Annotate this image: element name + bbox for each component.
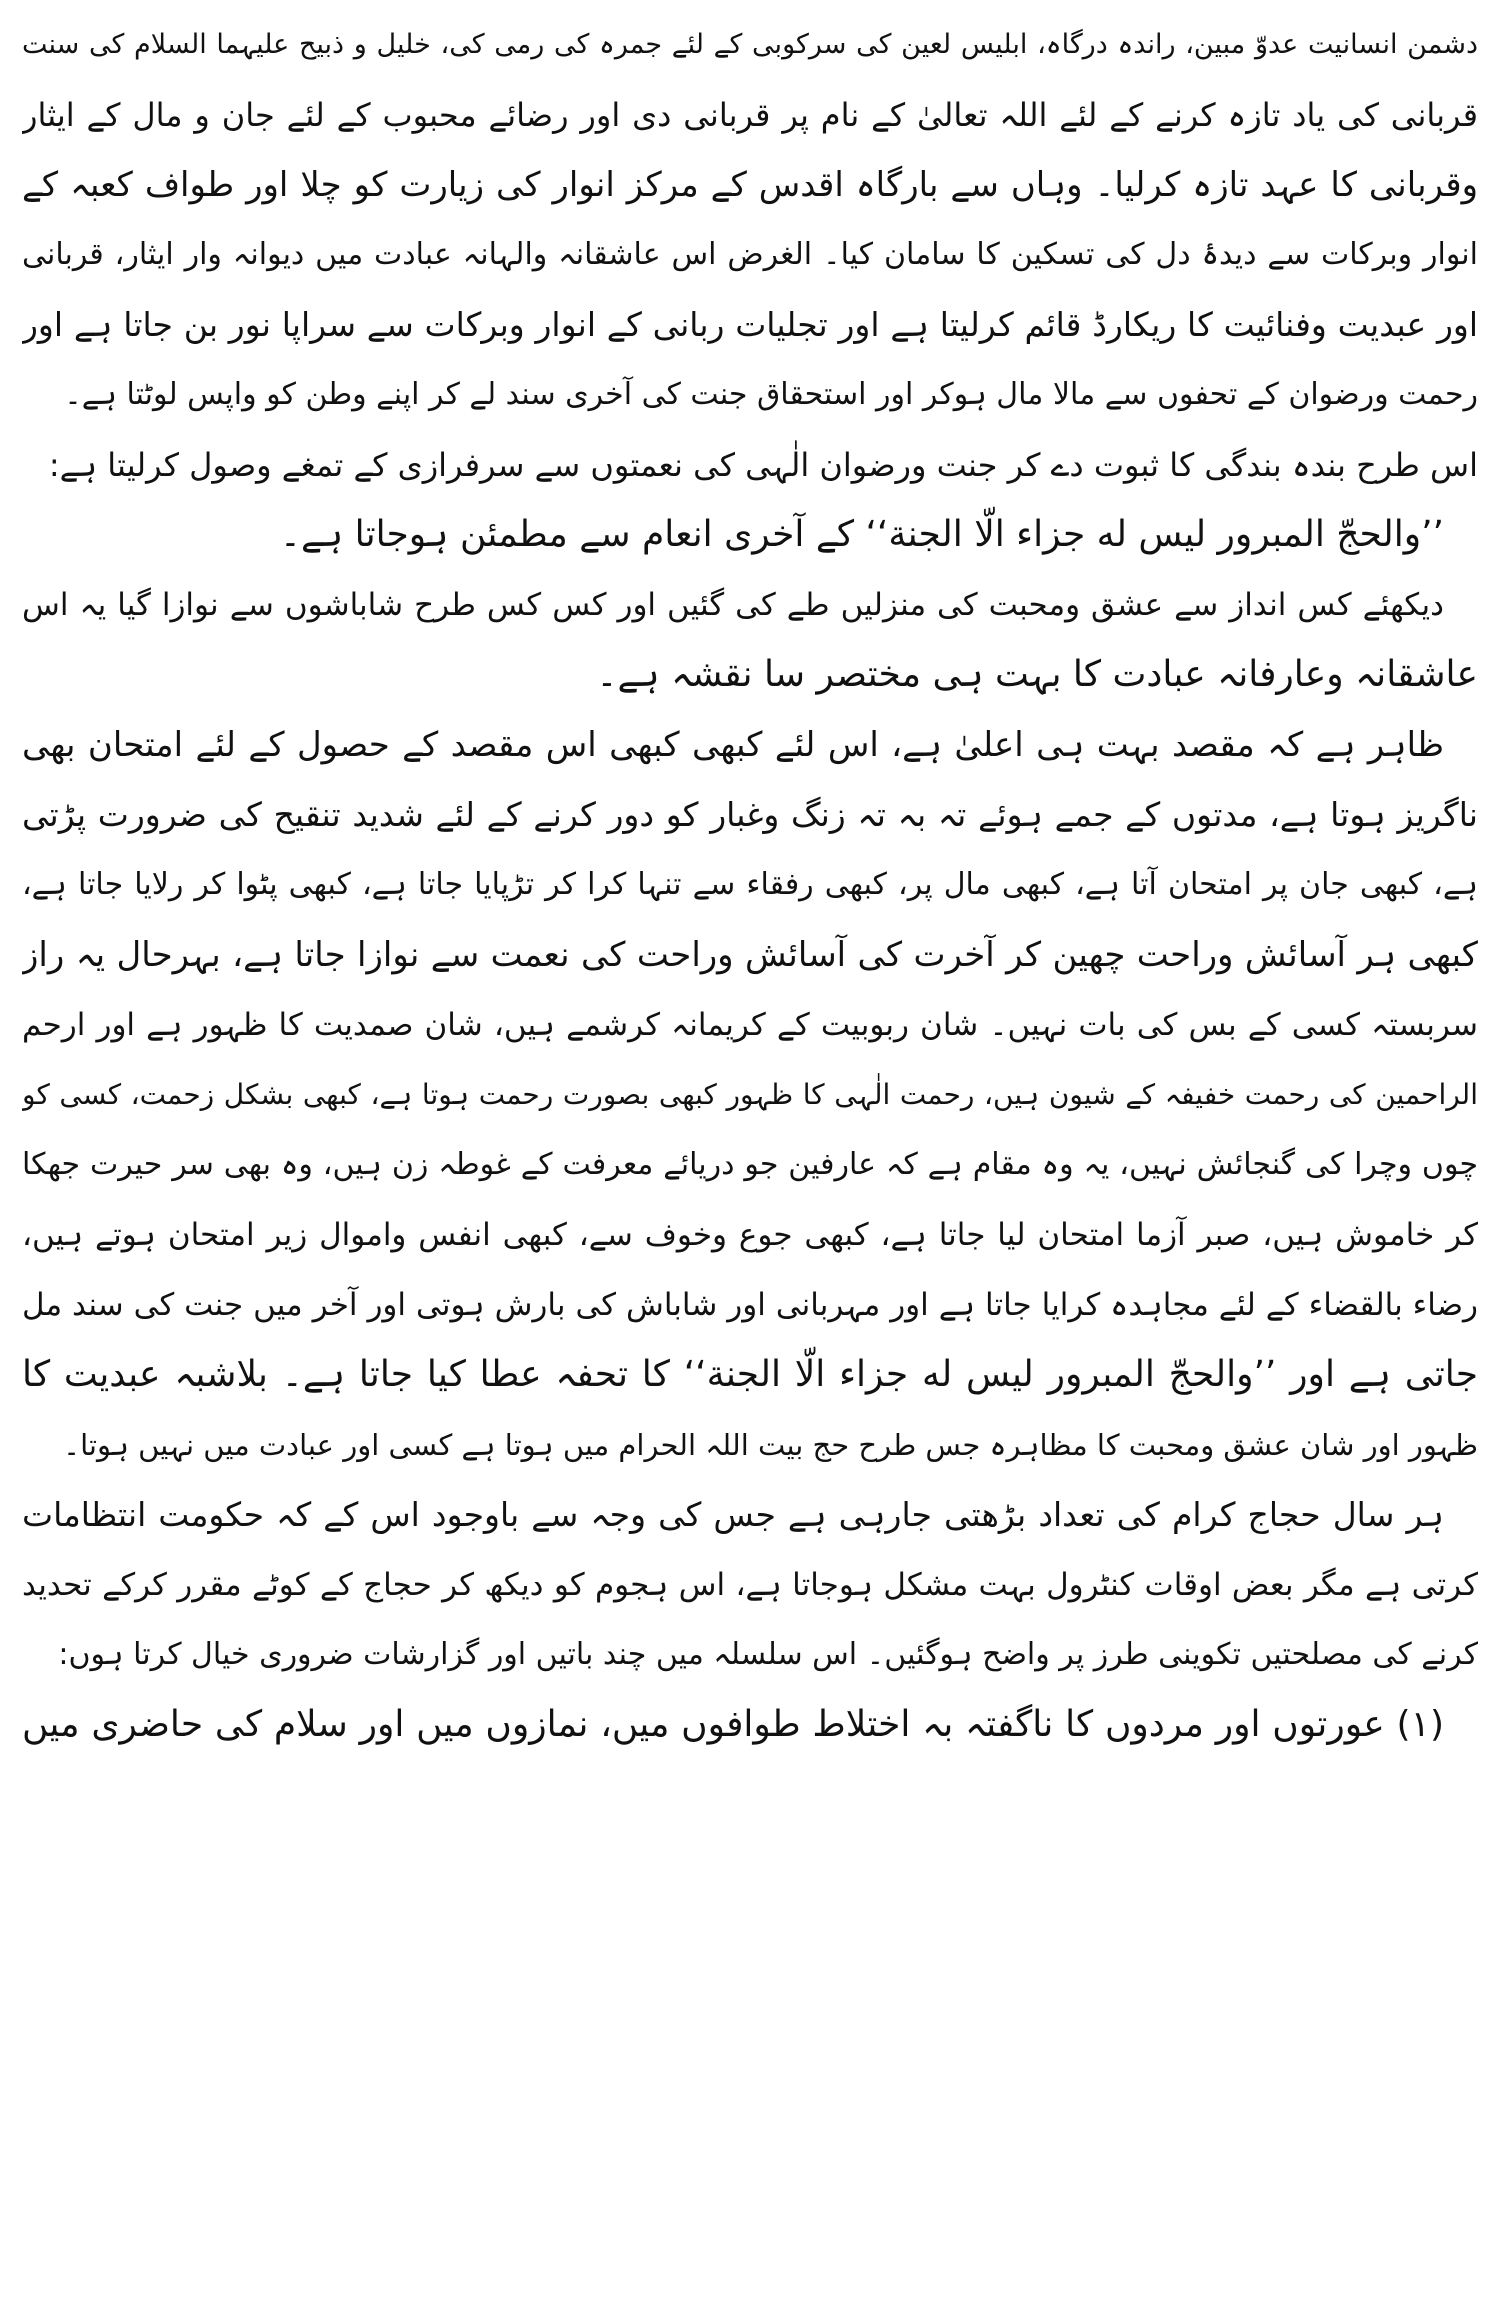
text-line: جاتی ہے اور ’’والحجّ المبرور لیس له جزاء الّا الجنة‘‘ کا تحفہ عطا کیا جاتا ہے۔ بلاشبہ عبدیت کا xyxy=(22,1354,1478,1395)
text-line: ہر سال حجاج کرام کی تعداد بڑھتی جارہی ہے جس کی وجہ سے باوجود اس کے کہ حکومت انتظامات xyxy=(22,1495,1444,1534)
text-line: چوں وچرا کی گنجائش نہیں، یہ وہ مقام ہے کہ عارفین جو دریائے معرفت کے غوطہ زن ہیں، وہ بھی سر حیرت جھکا xyxy=(22,1147,1478,1182)
text-line: کر خاموش ہیں، صبر آزما امتحان لیا جاتا ہے، کبھی جوع وخوف سے، کبھی انفس واموال زیر امتحان ہوتے ہیں، xyxy=(22,1217,1478,1253)
text-line: وقربانی کا عہد تازہ کرلیا۔ وہاں سے بارگاہ اقدس کے مرکز انوار کی زیارت کو چلا اور طواف کعبہ کے xyxy=(22,165,1478,205)
document-page xyxy=(22,10,1478,2290)
text-line: اس طرح بندہ بندگی کا ثبوت دے کر جنت ورضوان الٰہی کی نعمتوں سے سرفرازی کے تمغے وصول کرلیتا ہے: xyxy=(48,446,1478,484)
text-line: عاشقانہ وعارفانہ عبادت کا بہت ہی مختصر سا نقشہ ہے۔ xyxy=(596,654,1478,695)
text-line: ظہور اور شان عشق ومحبت کا مظاہرہ جس طرح حج بیت اللہ الحرام میں ہوتا ہے کسی اور عبادت میں نہیں ہوتا۔ xyxy=(63,1428,1478,1462)
text-line: سربستہ کسی کے بس کی بات نہیں۔ شان ربوبیت کے کریمانہ کرشمے ہیں، شان صمدیت کا ظہور ہے اور ارحم xyxy=(22,1007,1478,1043)
text-line: دشمن انسانیت عدوّ مبین، راندہ درگاہ، ابلیس لعین کی سرکوبی کے لئے جمرہ کی رمی کی، خلیل و ذبیح علیہما السلام کی سنت xyxy=(22,29,1478,60)
text-line: کرتی ہے مگر بعض اوقات کنٹرول بہت مشکل ہوجاتا ہے، اس ہجوم کو دیکھ کر حجاج کے کوٹے مقرر کرکے تحدید xyxy=(22,1567,1478,1603)
text-line: ناگریز ہوتا ہے، مدتوں کے جمے ہوئے تہ بہ تہ زنگ وغبار کو دور کرنے کے لئے شدید تنقیح کی ضرورت پڑتی xyxy=(22,795,1478,834)
text-line: رحمت ورضوان کے تحفوں سے مالا مال ہوکر اور استحقاق جنت کی آخری سند لے کر اپنے وطن کو واپس لوٹتا ہے۔ xyxy=(64,377,1478,412)
text-line: ظاہر ہے کہ مقصد بہت ہی اعلیٰ ہے، اس لئے کبھی کبھی اس مقصد کے حصول کے لئے امتحان بھی xyxy=(22,725,1444,765)
text-line: الراحمین کی رحمت خفیفہ کے شیون ہیں، رحمت الٰہی کا ظہور کبھی بصورت رحمت ہوتا ہے، کبھی بشکل زحمت، کسی کو xyxy=(22,1078,1478,1111)
text-line: انوار وبرکات سے دیدۂ دل کی تسکین کا سامان کیا۔ الغرض اس عاشقانہ والہانہ عبادت میں دیوانہ وار ایثار، قربانی xyxy=(22,237,1478,272)
text-line: کرنے کی مصلحتیں تکوینی طرز پر واضح ہوگئیں۔ اس سلسلہ میں چند باتیں اور گزارشات ضروری خیال کرتا ہوں: xyxy=(58,1637,1478,1672)
text-line: (۱) عورتوں اور مردوں کا ناگفتہ بہ اختلاط طوافوں میں، نمازوں میں اور سلام کی حاضری میں xyxy=(22,1704,1444,1745)
text-line: رضاء بالقضاء کے لئے مجاہدہ کرایا جاتا ہے اور مہربانی اور شاباش کی بارش ہوتی اور آخر میں جنت کی سند مل xyxy=(22,1287,1478,1323)
text-line: کبھی ہر آسائش وراحت چھین کر آخرت کی آسائش وراحت کی نعمت سے نوازا جاتا ہے، بہرحال یہ راز xyxy=(22,935,1478,975)
text-line: قربانی کی یاد تازہ کرنے کے لئے اللہ تعالیٰ کے نام پر قربانی دی اور رضائے محبوب کے لئے جان و مال کے ایثار xyxy=(22,96,1478,134)
text-line: اور عبدیت وفنائیت کا ریکارڈ قائم کرلیتا ہے اور تجلیات ربانی کے انوار وبرکات سے سراپا نور بن جاتا ہے اور xyxy=(22,305,1478,344)
text-line: ’’والحجّ المبرور لیس له جزاء الّا الجنة‘‘ کے آخری انعام سے مطمئن ہوجاتا ہے۔ xyxy=(279,514,1444,555)
text-line: ہے، کبھی جان پر امتحان آتا ہے، کبھی مال پر، کبھی رفقاء سے تنہا کرا کر تڑپایا جاتا ہے، کبھی پٹوا کر رلایا جاتا ہے، xyxy=(22,867,1478,902)
text-line: دیکھئے کس انداز سے عشق ومحبت کی منزلیں طے کی گئیں اور کس کس طرح شاباشوں سے نوازا گیا یہ اس xyxy=(22,587,1444,623)
